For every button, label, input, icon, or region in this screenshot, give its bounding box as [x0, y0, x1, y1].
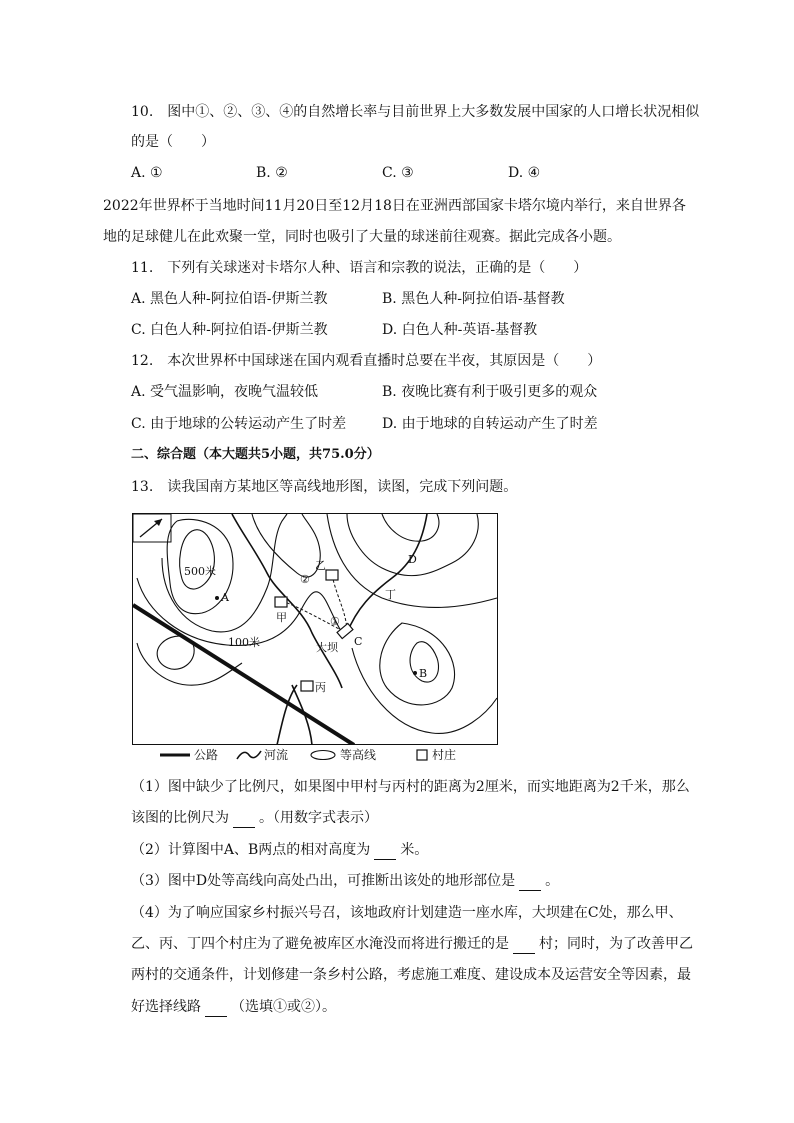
q13-sub4-line4 [131, 997, 336, 1017]
q12-stem: 12. 本次世界杯中国球迷在国内观看直播时总要在半夜，其原因是（ ） [131, 353, 602, 369]
q11-option-c[interactable]: C. 白色人种-阿拉伯语-伊斯兰教 [131, 322, 328, 338]
passage-line2: 地的足球健儿在此欢聚一堂，同时也吸引了大量的球迷前往观赛。据此完成各小题。 [103, 229, 621, 245]
q13-sub3-pre: （3）图中D处等高线向高处凸出，可推断出该处的地形部位是 [131, 873, 516, 889]
q11-option-d[interactable]: D. 白色人种-英语-基督教 [382, 322, 538, 338]
north-arrow-icon [133, 514, 171, 542]
label-route-1: ① [330, 615, 340, 628]
q13-sub2-pre: （2）计算图中A、B两点的相对高度为 [131, 842, 371, 858]
q12-option-d[interactable]: D. 由于地球的自转运动产生了时差 [382, 416, 598, 432]
q10-option-c[interactable]: C. ③ [382, 165, 414, 181]
answer-blank-3[interactable] [519, 876, 541, 891]
q13-sub4-pre: 乙、丙、丁四个村庄为了避免被库区水淹没而将进行搬迁的是 [131, 936, 509, 952]
answer-blank-2[interactable] [374, 845, 396, 860]
q13-sub1-line1: （1）图中缺少了比例尺，如果图中甲村与丙村的距离为2厘米，而实地距离为2千米，那么 [131, 779, 690, 795]
q12-option-b[interactable]: B. 夜晚比赛有利于吸引更多的观众 [382, 384, 598, 400]
q13-sub1-pre: 该图的比例尺为 [131, 810, 229, 826]
contour-legend-icon [310, 749, 336, 761]
label-route-2: ② [300, 573, 310, 586]
q12-option-a[interactable]: A. 受气温影响，夜晚气温较低 [131, 384, 319, 400]
road-legend-icon [160, 749, 190, 761]
q13-sub2 [131, 840, 428, 860]
section2-title: 二、综合题（本大题共5小题，共75.0分） [131, 447, 380, 462]
q10-stem-line2: 的是（ ） [131, 134, 215, 150]
point-b [413, 671, 417, 675]
q13-sub3 [131, 871, 559, 891]
legend-contour: 等高线 [340, 748, 377, 762]
q13-sub1-line2 [131, 808, 378, 828]
passage-line1: 2022年世界杯于当地时间11月20日至12月18日在亚洲西部国家卡塔尔境内举行，来自世界各 [103, 198, 686, 214]
q13-sub4-line3: 两村的交通条件，计划修建一条乡村公路，考虑施工难度、建设成本及运营安全等因素，最 [131, 967, 691, 983]
river-legend-icon [236, 749, 262, 761]
q13-sub3-post: 。 [545, 873, 560, 889]
q13-sub2-post: 米。 [400, 842, 429, 858]
point-a [215, 596, 219, 600]
label-jia: 甲 [276, 611, 287, 624]
label-100m: 100米 [228, 636, 260, 649]
q13-stem: 13. 读我国南方某地区等高线地形图，读图，完成下列问题。 [131, 479, 518, 495]
q10-option-d[interactable]: D. ④ [508, 165, 541, 181]
q13-sub4-d-post: （选填①或②）。 [231, 999, 336, 1015]
village-bing [301, 681, 313, 691]
q13-sub4-line1: （4）为了响应国家乡村振兴号召，该地政府计划建造一座水库，大坝建在C处，那么甲、 [131, 905, 683, 921]
q10-stem-line1: 10. 图中①、②、③、④的自然增长率与目前世界上大多数发展中国家的人口增长状况相似 [131, 104, 700, 120]
label-d: D [408, 553, 417, 566]
legend-river: 河流 [264, 748, 289, 762]
q13-sub4-line2 [131, 934, 693, 954]
village-yi [326, 570, 338, 580]
q10-option-a[interactable]: A. ① [131, 165, 163, 181]
answer-blank-1[interactable] [233, 813, 255, 828]
q11-option-b[interactable]: B. 黑色人种-阿拉伯语-基督教 [382, 291, 565, 307]
answer-blank-5[interactable] [205, 1002, 227, 1017]
label-bing: 丙 [315, 681, 326, 694]
q13-sub4-post: 村；同时，为了改善甲乙 [539, 936, 693, 952]
q13-sub4-d-pre: 好选择线路 [131, 999, 201, 1015]
legend-village: 村庄 [432, 748, 457, 762]
label-yi: 乙 [315, 559, 326, 572]
village-legend-icon [416, 749, 428, 761]
label-c: C [354, 635, 363, 648]
label-500m: 500米 [184, 565, 216, 578]
contour-map [132, 513, 498, 745]
q13-sub1-post: 。（用数字式表示） [259, 810, 378, 826]
village-jia [275, 597, 287, 607]
label-b: B [419, 667, 428, 680]
label-ding: 丁 [385, 588, 396, 601]
q11-stem: 11. 下列有关球迷对卡塔尔人种、语言和宗教的说法，正确的是（ ） [131, 260, 588, 276]
label-dam: 大坝 [316, 641, 338, 654]
answer-blank-4[interactable] [513, 939, 535, 954]
label-a: A [221, 591, 229, 604]
q10-option-b[interactable]: B. ② [256, 165, 288, 181]
legend-road: 公路 [194, 748, 219, 762]
q12-option-c[interactable]: C. 由于地球的公转运动产生了时差 [131, 416, 347, 432]
q11-option-a[interactable]: A. 黑色人种-阿拉伯语-伊斯兰教 [131, 291, 328, 307]
